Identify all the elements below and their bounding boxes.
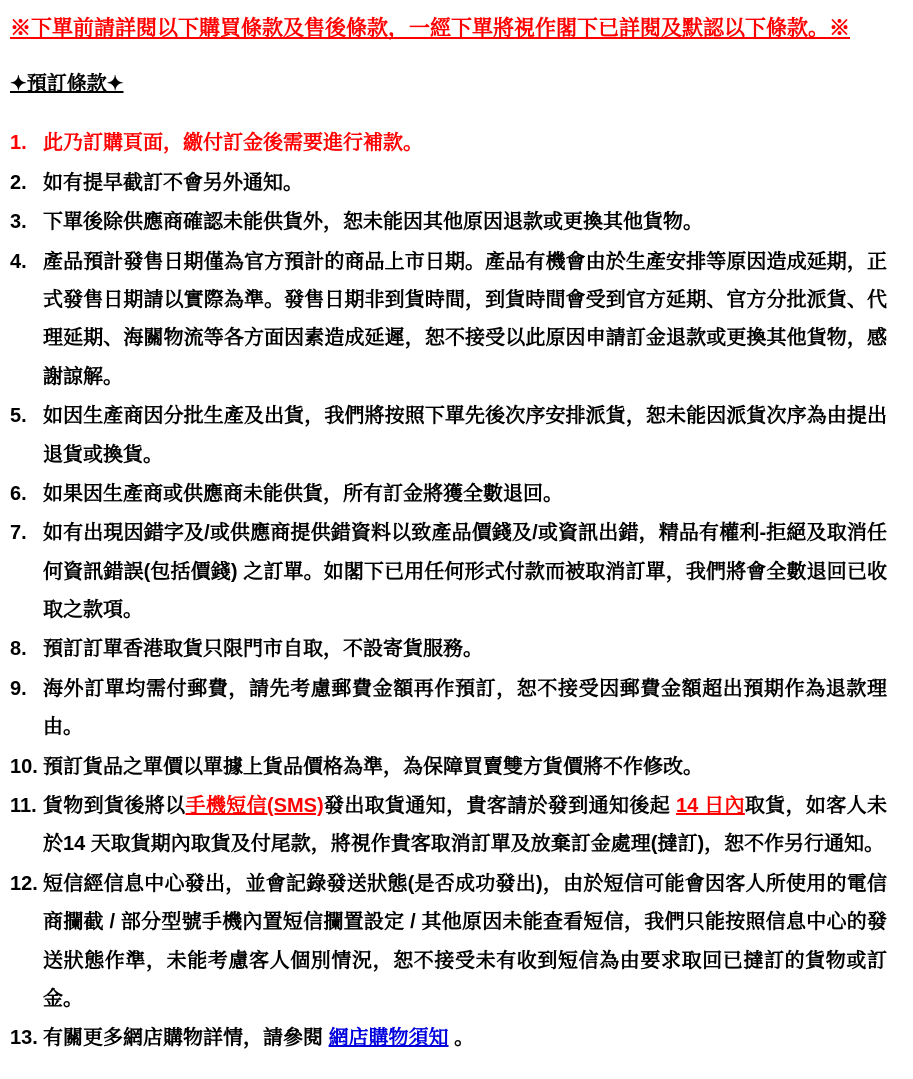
term-item: [10, 203, 887, 241]
terms-list: [10, 124, 887, 1057]
term-text-segment: 短信經信息中心發出，並會記錄發送狀態(是否成功發出)，由於短信可能會因客人所使用的電信商攔截 / 部分型號手機內置短信攔置設定 / 其他原因未能查看短信，我們只能按照信息中心的發送狀態作準，未能考慮客人個別情況，恕不接受未有收到短信為由要求取回已撻訂的貨物或訂金。: [43, 872, 887, 1010]
term-text-segment: 如果因生產商或供應商未能供貨，所有訂金將獲全數退回。: [43, 482, 563, 505]
term-number: 7.: [10, 522, 27, 545]
term-text: [43, 748, 887, 786]
terms-title: ※下單前請詳閱以下購買條款及售後條款，一經下單將視作閣下已詳閱及默認以下條款。※: [10, 17, 850, 40]
term-text: [43, 1019, 887, 1057]
term-number: 12.: [10, 872, 38, 895]
term-number: 13.: [10, 1027, 38, 1050]
term-text-segment: 。: [448, 1027, 475, 1050]
term-item: [10, 748, 887, 786]
term-number: 5.: [10, 405, 27, 428]
term-text: [43, 787, 887, 864]
term-item: [10, 124, 887, 162]
term-text: [43, 670, 887, 747]
term-number: 3.: [10, 211, 27, 234]
term-item: [10, 630, 887, 668]
term-text: [43, 164, 887, 202]
term-text-segment: 如有出現因錯字及/或供應商提供錯資料以致產品價錢及/或資訊出錯，精品有權利-拒絕及取消任何資訊錯誤(包括價錢) 之訂單。如閣下已用任何形式付款而被取消訂單，我們將會全數退回已收取之款項。: [43, 522, 887, 622]
term-item: [10, 164, 887, 202]
highlight-red-text: 此乃訂購頁面，繳付訂金後需要進行補款。: [43, 132, 423, 155]
term-text: [43, 397, 887, 474]
term-number: 6.: [10, 482, 27, 505]
section-header-preorder-terms: ✦預訂條款✦: [10, 73, 124, 96]
term-number: 9.: [10, 677, 27, 700]
term-item: [10, 670, 887, 747]
term-text-segment: 下單後除供應商確認未能供貨外，恕未能因其他原因退款或更換其他貨物。: [43, 211, 703, 234]
term-text-segment: 發出取貨通知，貴客請於發到通知後起: [323, 795, 676, 818]
term-item: [10, 397, 887, 474]
link-store-shopping-notice[interactable]: 網店購物須知: [328, 1027, 449, 1050]
term-number: 8.: [10, 638, 27, 661]
term-item: [10, 1019, 887, 1057]
term-text-segment: 取貨，如客人未於14 天取貨期內取貨及付尾款，將視作貴客取消訂單及放棄訂金處理(撻訂)，恕不作另行通知。: [43, 795, 888, 856]
term-text-segment: 海外訂單均需付郵費，請先考慮郵費金額再作預訂，恕不接受因郵費金額超出預期作為退款理由。: [43, 677, 887, 739]
term-item: [10, 243, 887, 397]
highlight-red-underline-text: 14 日內: [675, 795, 745, 818]
term-text: [43, 514, 887, 629]
highlight-red-underline-text: 手機短信(SMS): [185, 795, 324, 818]
term-item: [10, 787, 887, 864]
term-text-segment: 有關更多網店購物詳情，請參閱: [43, 1027, 329, 1050]
term-item: [10, 865, 887, 1019]
term-number: 4.: [10, 250, 27, 273]
term-text: [43, 203, 887, 241]
term-text: [43, 630, 887, 668]
term-text-segment: 預訂訂單香港取貨只限門市自取，不設寄貨服務。: [43, 638, 483, 661]
term-text: [43, 865, 887, 1019]
term-number: 10.: [10, 755, 38, 778]
term-item: [10, 514, 887, 629]
term-number: 1.: [10, 132, 27, 155]
term-text: [43, 124, 887, 162]
term-text-segment: 貨物到貨後將以: [43, 795, 186, 818]
term-number: 11.: [10, 795, 37, 818]
term-text-segment: 如有提早截訂不會另外通知。: [43, 171, 303, 194]
term-text-segment: 如因生產商因分批生產及出貨，我們將按照下單先後次序安排派貨，恕未能因派貨次序為由提出退貨或換貨。: [43, 405, 887, 466]
term-text-segment: 預訂貨品之單價以單據上貨品價格為準，為保障買賣雙方貨價將不作修改。: [43, 755, 703, 778]
term-number: 2.: [10, 171, 27, 194]
term-text: [43, 243, 887, 397]
term-item: [10, 475, 887, 513]
term-text: [43, 475, 887, 513]
term-text-segment: 產品預計發售日期僅為官方預計的商品上市日期。產品有機會由於生產安排等原因造成延期，正式發售日期請以實際為準。發售日期非到貨時間，到貨時間會受到官方延期、官方分批派貨、代理延期、海關物流等各方面因素造成延遲，恕不接受以此原因申請訂金退款或更換其他貨物，感謝諒解。: [43, 250, 887, 388]
